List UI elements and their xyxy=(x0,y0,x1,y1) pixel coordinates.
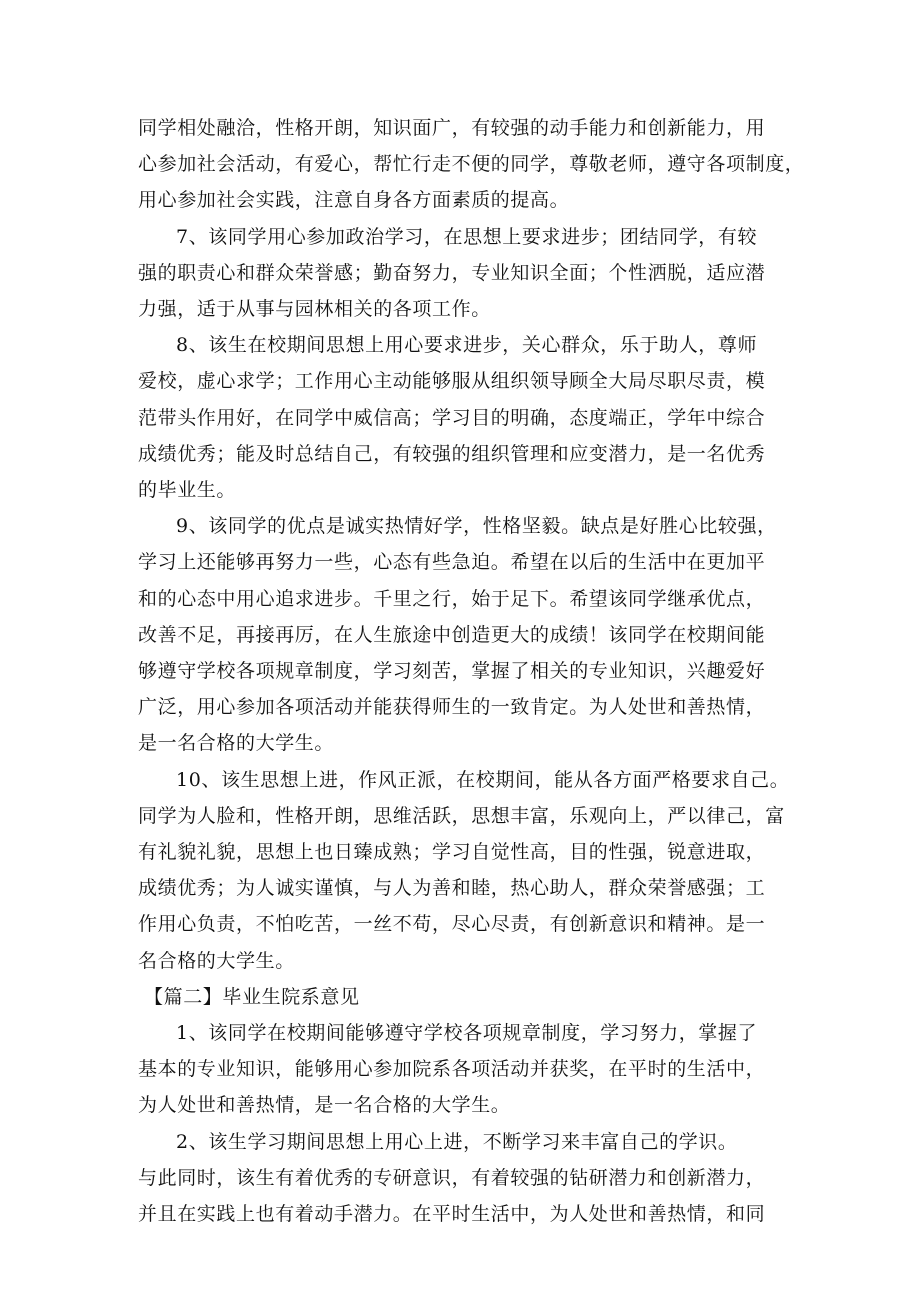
text-line: 有礼貌礼貌，思想上也日臻成熟；学习自觉性高，目的性强，锐意进取， xyxy=(138,841,766,864)
text-line: 和的心态中用心追求进步。千里之行，始于足下。希望该同学继承优点， xyxy=(138,587,766,610)
text-line: 够遵守学校各项规章制度，学习刻苦，掌握了相关的专业知识，兴趣爱好 xyxy=(138,660,766,683)
paragraph-item-7 xyxy=(138,219,788,328)
text-line: 力强，适于从事与园林相关的各项工作。 xyxy=(138,298,491,321)
paragraph-item-10 xyxy=(138,762,788,979)
text-line: 与此同时，该生有着优秀的专研意识，有着较强的钻研潜力和创新潜力， xyxy=(138,1166,766,1189)
text-line: 同学为人脸和，性格开朗，思维活跃，思想丰富，乐观向上，严以律己，富 xyxy=(138,804,785,827)
paragraph-continuation xyxy=(138,110,805,219)
text-line: 是一名合格的大学生。 xyxy=(138,732,335,755)
text-line: 9、该同学的优点是诚实热情好学，性格坚毅。缺点是好胜心比较强， xyxy=(176,515,777,538)
text-line: 爱校，虚心求学；工作用心主动能够服从组织领导顾全大局尽职尽责，模 xyxy=(138,370,766,393)
section-heading-text: 【篇二】毕业生院系意见 xyxy=(144,985,360,1008)
section-heading xyxy=(138,979,788,1015)
text-line: 广泛，用心参加各项活动并能获得师生的一致肯定。为人处世和善热情， xyxy=(138,696,766,719)
text-line: 名合格的大学生。 xyxy=(138,949,295,972)
text-line: 成绩优秀；为人诚实谨慎，与人为善和睦，热心助人，群众荣誉感强；工 xyxy=(138,877,766,900)
text-line: 2、该生学习期间思想上用心上进，不断学习来丰富自己的学识。 xyxy=(176,1130,738,1153)
text-line: 同学相处融洽，性格开朗，知识面广，有较强的动手能力和创新能力，用 xyxy=(138,117,766,139)
paragraph-item-8 xyxy=(138,327,788,508)
text-line: 7、该同学用心参加政治学习，在思想上要求进步；团结同学，有较 xyxy=(176,225,758,248)
text-line: 学习上还能够再努力一些，心态有些急迫。希望在以后的生活中在更加平 xyxy=(138,551,766,574)
text-line: 成绩优秀；能及时总结自己，有较强的组织管理和应变潜力，是一名优秀 xyxy=(138,442,766,465)
text-line: 为人处世和善热情，是一名合格的大学生。 xyxy=(138,1094,511,1117)
text-line: 并且在实践上也有着动手潜力。在平时生活中，为人处世和善热情，和同 xyxy=(138,1203,766,1226)
paragraph-section-item-2 xyxy=(138,1124,788,1233)
text-line: 作用心负责，不怕吃苦，一丝不苟，尽心尽责，有创新意识和精神。是一 xyxy=(138,913,766,936)
text-line: 基本的专业知识，能够用心参加院系各项活动并获奖，在平时的生活中， xyxy=(138,1058,766,1081)
text-line: 8、该生在校期间思想上用心要求进步，关心群众，乐于助人，尊师 xyxy=(176,334,758,357)
text-line: 改善不足，再接再厉，在人生旅途中创造更大的成绩！该同学在校期间能 xyxy=(138,623,766,646)
paragraph-section-item-1 xyxy=(138,1015,788,1124)
text-line: 强的职责心和群众荣誉感；勤奋努力，专业知识全面；个性洒脱，适应潜 xyxy=(138,261,766,284)
document-body xyxy=(138,110,805,1232)
text-line: 心参加社会活动，有爱心，帮忙行走不便的同学，尊敬老师，遵守各项制度， xyxy=(138,153,805,176)
text-line: 10、该生思想上进，作风正派，在校期间，能从各方面严格要求自己。 xyxy=(176,768,790,791)
text-line: 用心参加社会实践，注意自身各方面素质的提高。 xyxy=(138,189,570,212)
text-line: 范带头作用好，在同学中威信高；学习目的明确，态度端正，学年中综合 xyxy=(138,406,766,429)
paragraph-item-9 xyxy=(138,508,788,761)
text-line: 的毕业生。 xyxy=(138,479,237,502)
text-line: 1、该同学在校期间能够遵守学校各项规章制度，学习努力，掌握了 xyxy=(176,1022,758,1045)
